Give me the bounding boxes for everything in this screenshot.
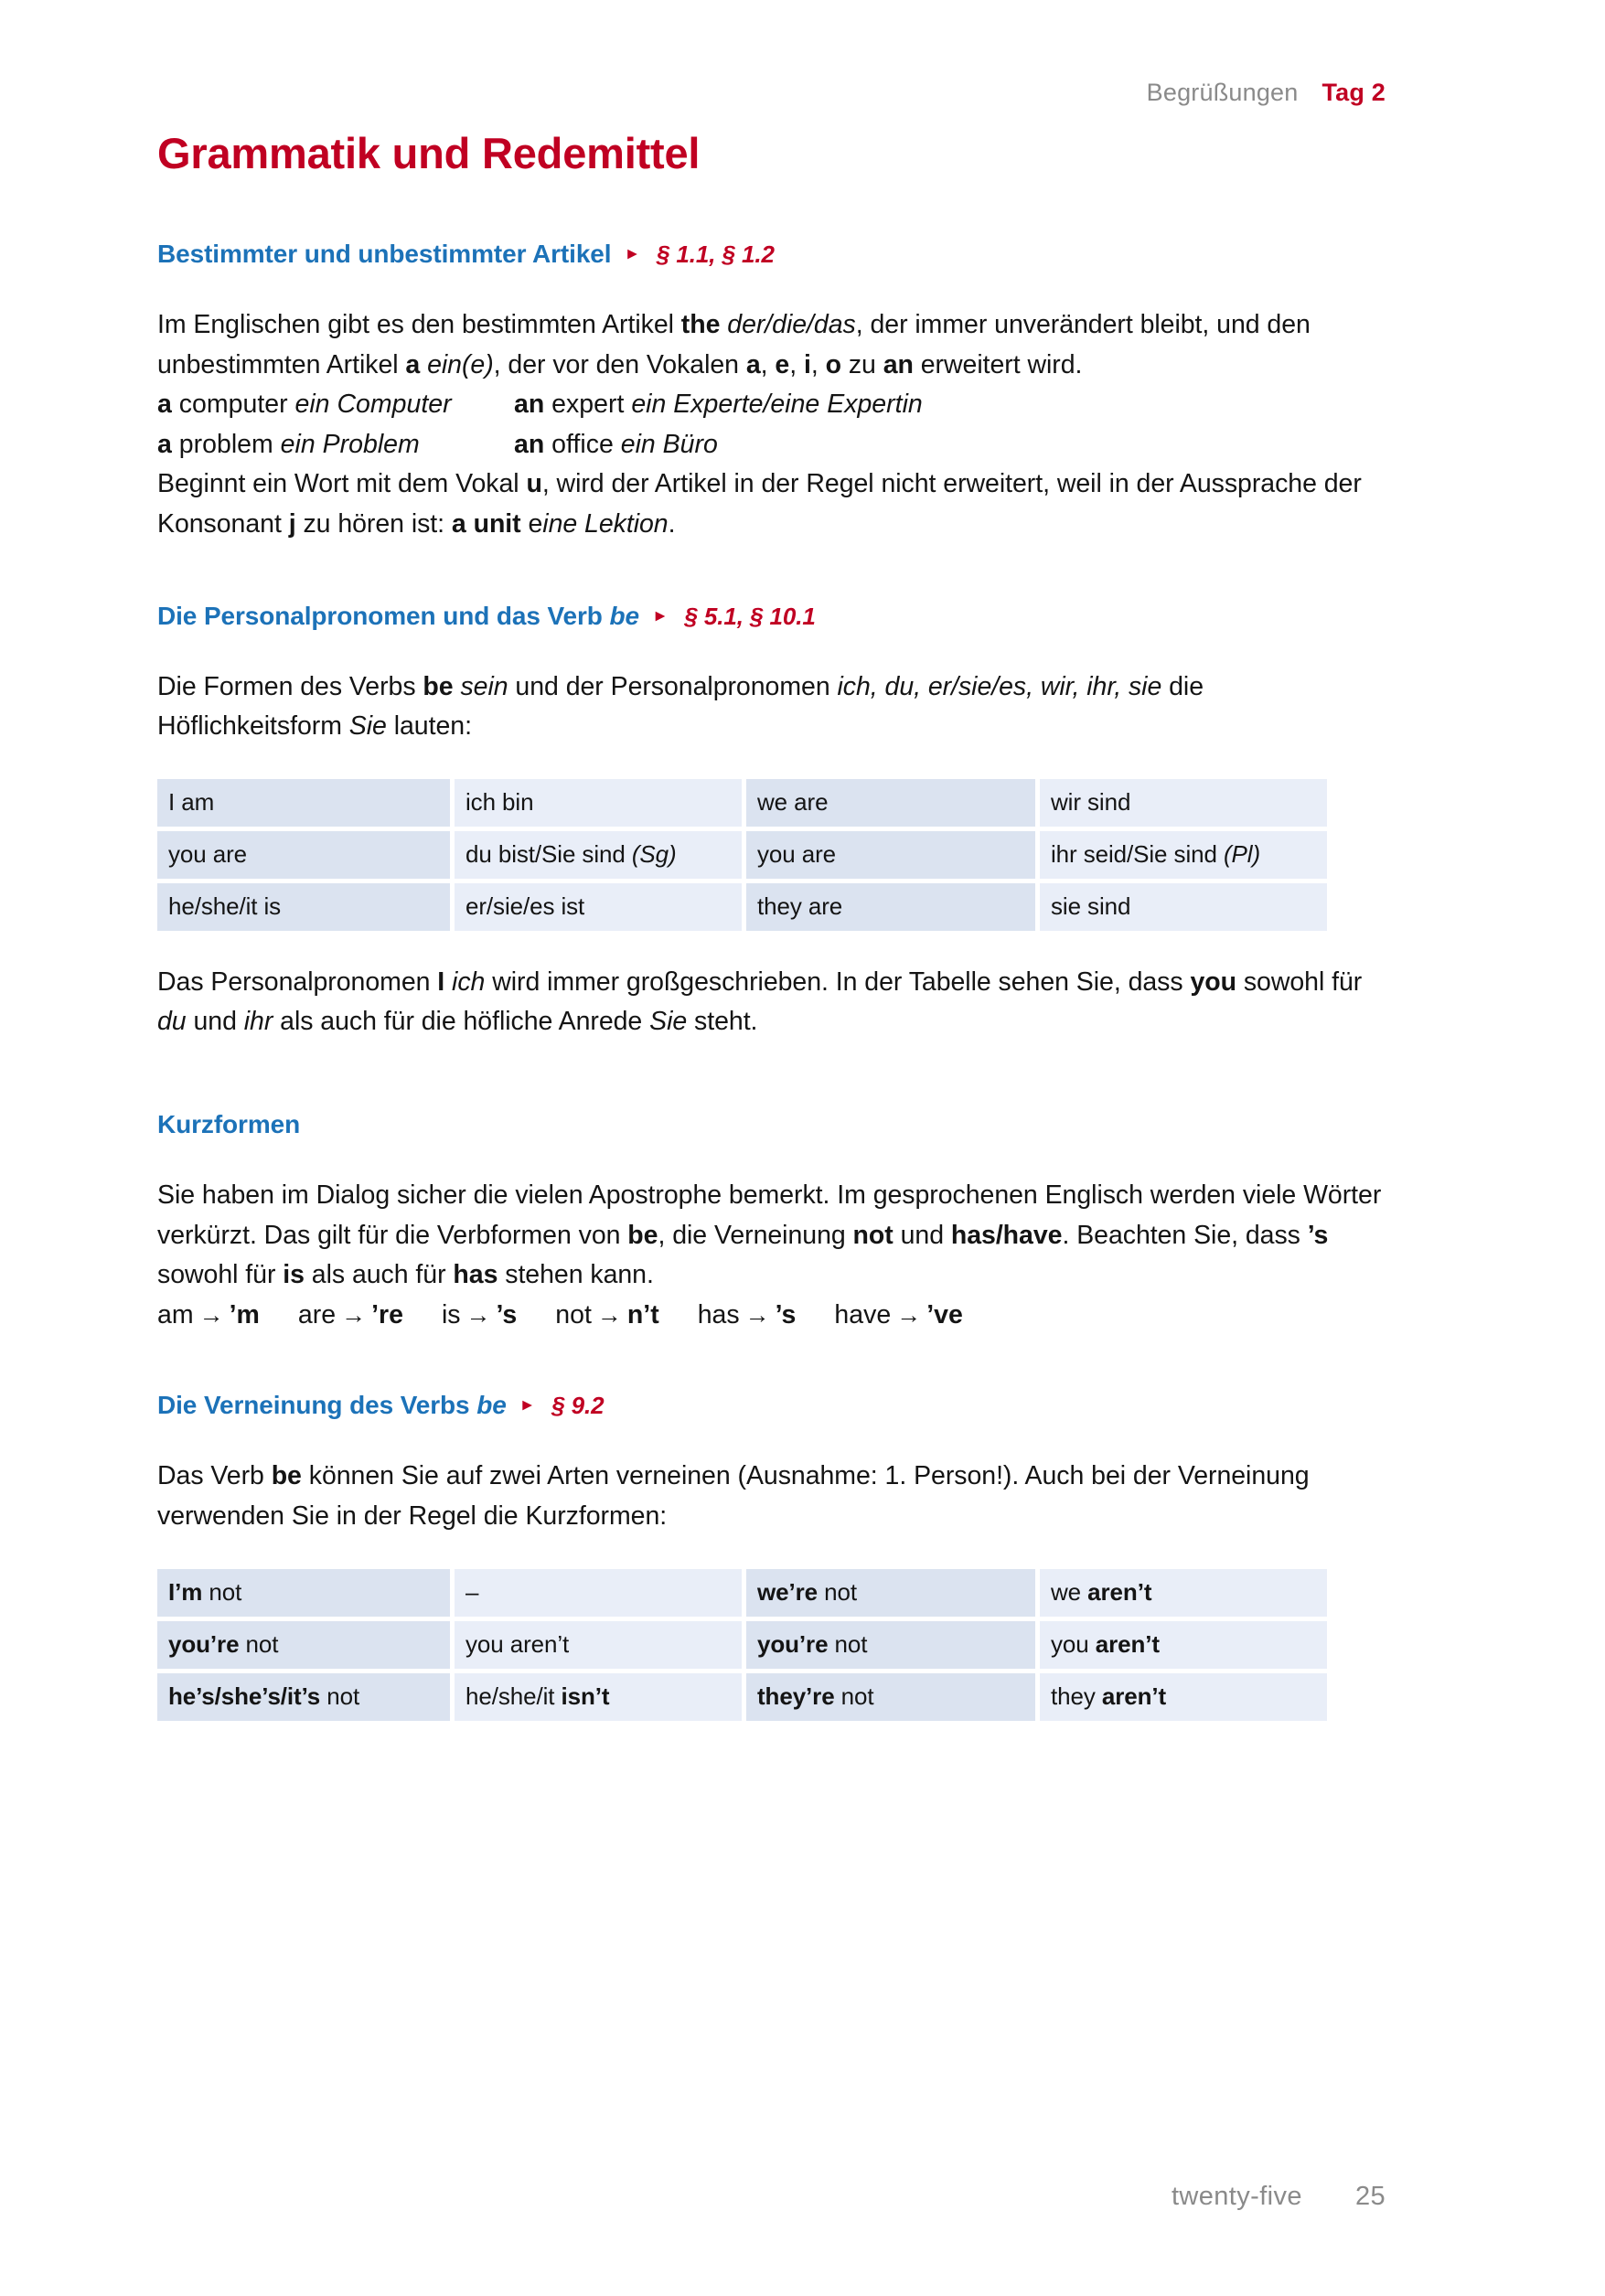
table-row — [157, 779, 1327, 827]
section-heading-short-forms — [157, 1110, 1383, 1139]
term-be: be — [627, 1220, 658, 1250]
text-fragment: stehen kann. — [498, 1260, 654, 1290]
example-english: expert — [544, 390, 632, 420]
term-I: I — [437, 966, 445, 997]
contraction-source: is — [441, 1299, 461, 1330]
example-english: office — [544, 429, 621, 459]
example-article: an — [514, 429, 545, 459]
contraction-target: ’ve — [926, 1299, 963, 1330]
table-cell-negation-long — [455, 1621, 742, 1669]
text-fragment: ihr seid/Sie sind — [1051, 839, 1224, 868]
example-row — [157, 385, 1383, 425]
contraction-target: ’re — [371, 1299, 403, 1330]
text-fragment: wird immer großgeschrieben. In der Tabelle sehen Sie, dass — [485, 966, 1191, 997]
term-be: be — [423, 671, 454, 701]
contracted-form: aren’t — [1087, 1577, 1152, 1606]
contracted-form: you’re — [757, 1629, 829, 1658]
example-left — [157, 385, 514, 425]
term-an: an — [883, 349, 914, 379]
table-cell-english: we are — [746, 779, 1035, 827]
text-fragment: , der vor den Vokalen — [493, 349, 746, 379]
contracted-form: aren’t — [1101, 1682, 1167, 1710]
text-fragment: we — [1051, 1577, 1088, 1606]
example-english: computer — [171, 390, 295, 420]
table-cell-negation-long — [455, 1569, 742, 1617]
table-row — [157, 1621, 1327, 1669]
table-cell-german: ich bin — [455, 779, 742, 827]
text-fragment: not — [239, 1629, 279, 1658]
gloss-ich: ich — [452, 966, 486, 997]
contraction-source: are — [297, 1299, 337, 1330]
section-heading-pronouns — [157, 602, 1383, 631]
section-ref-negation: § 9.2 — [551, 1392, 605, 1420]
table-cell-english: they are — [746, 883, 1035, 931]
paragraph-short-forms — [157, 1176, 1383, 1296]
example-article: a — [157, 390, 172, 420]
example-german: ein Problem — [280, 429, 420, 459]
gloss-sein: sein — [460, 671, 508, 701]
term-you: you — [1190, 966, 1236, 997]
table-cell-negation-long — [1040, 1569, 1327, 1617]
page-number-word: twenty-five — [1171, 2182, 1302, 2211]
page-title: Grammatik und Redemittel — [157, 129, 701, 177]
section-heading-pronouns-text — [157, 602, 639, 631]
text-fragment: , — [760, 349, 776, 379]
text-fragment: Die Formen des Verbs — [157, 671, 423, 701]
table-cell-german — [1040, 831, 1327, 879]
term-has-have: has/have — [950, 1220, 1063, 1250]
paragraph-articles-intro — [157, 305, 1383, 385]
example-english: problem — [171, 429, 281, 459]
arrow-right-icon: → — [341, 1300, 367, 1329]
table-cell-negation-long — [455, 1673, 742, 1721]
text-fragment: . Beachten Sie, dass — [1062, 1220, 1308, 1250]
section-heading-short-forms-text: Kurzformen — [157, 1109, 301, 1138]
page-content — [157, 240, 1383, 1725]
contraction-pair — [555, 1296, 658, 1335]
text-fragment: . — [668, 508, 676, 539]
term-apostrophe-s: ’s — [1307, 1220, 1329, 1250]
running-head-day: Tag 2 — [1321, 79, 1386, 106]
text-fragment: not — [818, 1577, 857, 1606]
term-a: a — [405, 349, 421, 379]
text-fragment: als auch für die höfliche Anrede — [273, 1007, 650, 1037]
term-not: not — [852, 1220, 893, 1250]
gloss-eine: ein(e) — [427, 349, 494, 379]
contraction-target: ’s — [496, 1299, 518, 1330]
section-ref-arrow-icon: ▸ — [522, 1395, 532, 1415]
contraction-pair — [157, 1296, 260, 1335]
text-fragment: lauten: — [386, 711, 472, 742]
text-fragment — [444, 967, 452, 997]
paragraph-pronouns-intro — [157, 667, 1383, 747]
vowel-o: o — [825, 349, 841, 379]
term-be: be — [271, 1461, 302, 1491]
gloss-ihr: ihr — [243, 1007, 273, 1037]
contraction-target: n’t — [626, 1299, 659, 1330]
text-fragment: die Höflichkeitsform — [157, 671, 1204, 742]
arrow-right-icon: → — [465, 1300, 491, 1329]
vowel-e: e — [775, 349, 790, 379]
table-cell-german: er/sie/es ist — [455, 883, 742, 931]
vowel-i: i — [803, 349, 811, 379]
contracted-form: aren’t — [1095, 1629, 1160, 1658]
text-fragment: , — [789, 349, 804, 379]
text-fragment: steht. — [687, 1007, 758, 1037]
text-fragment: , — [810, 349, 826, 379]
text-fragment: Die Personalpronomen und das Verb — [157, 601, 610, 630]
gloss-sie: Sie — [649, 1007, 688, 1037]
contraction-pair — [442, 1296, 517, 1335]
table-row — [157, 831, 1327, 879]
text-fragment: not — [834, 1682, 874, 1710]
text-fragment: erweitert wird. — [913, 349, 1083, 379]
contraction-target: ’s — [775, 1299, 797, 1330]
example-left — [157, 425, 514, 465]
section-heading-articles-text: Bestimmter und unbestimmter Artikel — [157, 240, 612, 268]
table-be-forms — [153, 774, 1332, 935]
text-fragment: als auch für — [304, 1260, 454, 1290]
contraction-source: has — [697, 1299, 740, 1330]
table-cell-german: wir sind — [1040, 779, 1327, 827]
table-row — [157, 1569, 1327, 1617]
paragraph-articles-u-rule — [157, 465, 1383, 544]
text-fragment: you — [1051, 1629, 1096, 1658]
contracted-form: they’re — [757, 1682, 835, 1710]
text-fragment: , die Verneinung — [658, 1220, 853, 1250]
example-article: a — [157, 429, 172, 459]
contracted-form: isn’t — [561, 1682, 610, 1710]
vowel-a: a — [745, 349, 761, 379]
text-fragment: not — [320, 1682, 360, 1710]
running-head — [1147, 79, 1386, 107]
table-row — [157, 883, 1327, 931]
section-heading-negation — [157, 1391, 1383, 1420]
text-fragment: you aren’t — [465, 1629, 570, 1658]
table-cell-negation-long — [1040, 1621, 1327, 1669]
table-negation-forms — [153, 1564, 1332, 1725]
contraction-pair — [298, 1296, 403, 1335]
contraction-source: have — [834, 1299, 892, 1330]
text-fragment — [420, 350, 427, 379]
example-article: an — [514, 390, 545, 420]
table-cell-negation-short — [746, 1569, 1035, 1617]
text-fragment: und — [186, 1007, 244, 1037]
contracted-form: I’m — [168, 1577, 203, 1606]
text-fragment: zu hören ist: — [295, 508, 452, 539]
arrow-right-icon: → — [596, 1300, 622, 1329]
table-cell-negation-long — [1040, 1673, 1327, 1721]
term-is: is — [283, 1260, 305, 1290]
text-fragment: und der Personalpronomen — [508, 671, 838, 701]
term-has: has — [453, 1260, 498, 1290]
table-cell-german: sie sind — [1040, 883, 1327, 931]
table-cell-negation-short — [157, 1569, 450, 1617]
gloss-pronouns: ich, du, er/sie/es, wir, ihr, sie — [837, 671, 1162, 701]
table-cell-english: I am — [157, 779, 450, 827]
page-footer — [1172, 2182, 1386, 2212]
table-cell-negation-short — [746, 1673, 1035, 1721]
number-marker-sg: (Sg) — [631, 839, 677, 868]
section-heading-negation-text — [157, 1391, 507, 1420]
gloss-sie: Sie — [348, 711, 387, 742]
text-fragment: not — [828, 1629, 868, 1658]
text-fragment: Im Englischen gibt es den bestimmten Artikel — [157, 310, 681, 339]
contracted-form: you’re — [168, 1629, 240, 1658]
table-cell-negation-short — [157, 1673, 450, 1721]
contraction-source: not — [555, 1299, 592, 1330]
text-fragment: Die Verneinung des Verbs — [157, 1391, 477, 1420]
text-fragment: sowohl für — [157, 1260, 284, 1290]
contracted-form: he’s/she’s/it’s — [168, 1682, 321, 1710]
contraction-source: am — [157, 1299, 194, 1330]
text-fragment: – — [465, 1577, 479, 1606]
term-the: the — [680, 310, 721, 339]
examples-articles — [157, 385, 1383, 465]
term-be: be — [609, 601, 639, 630]
text-fragment: he/she/it — [465, 1682, 562, 1710]
table-cell-english: you are — [157, 831, 450, 879]
section-ref-arrow-icon: ▸ — [655, 605, 665, 625]
text-fragment: , wird der Artikel in der Regel nicht erweitert, weil in der Aussprache der Konsonant — [157, 469, 1362, 539]
vowel-u: u — [526, 469, 542, 499]
page-number: 25 — [1354, 2182, 1386, 2211]
text-fragment: , der immer unverändert bleibt, und den unbestimmten Artikel — [157, 310, 1311, 379]
example-right — [514, 385, 1383, 425]
text-fragment: Sie haben im Dialog sicher die vielen Apostrophe bemerkt. Im gesprochenen Englisch werden viele Wörter verkürzt. Das gilt für die Verbformen von — [157, 1180, 1382, 1250]
consonant-j: j — [288, 508, 296, 539]
text-fragment: sowohl für — [1236, 966, 1363, 997]
text-fragment: e — [520, 508, 543, 539]
text-fragment: not — [202, 1577, 242, 1606]
text-fragment: können Sie auf zwei Arten verneinen (Ausnahme: 1. Person!). Auch bei der Verneinung verwenden Sie in der Regel die Kurzformen: — [157, 1461, 1310, 1532]
text-fragment: Beginnt ein Wort mit dem Vokal — [157, 469, 527, 499]
number-marker-pl: (Pl) — [1223, 839, 1261, 868]
contracted-form: we’re — [757, 1577, 818, 1606]
running-head-chapter: Begrüßungen — [1146, 79, 1299, 106]
arrow-right-icon: → — [198, 1300, 224, 1329]
gloss-lektion: ine Lektion — [542, 508, 669, 539]
example-german: ein Computer — [294, 390, 452, 420]
text-fragment: they — [1051, 1682, 1102, 1710]
text-fragment: Das Verb — [157, 1461, 272, 1491]
example-german: ein Büro — [620, 429, 718, 459]
table-cell-english: he/she/it is — [157, 883, 450, 931]
contraction-pair — [698, 1296, 797, 1335]
section-ref-arrow-icon: ▸ — [627, 244, 637, 263]
contraction-target: ’m — [229, 1299, 260, 1330]
table-cell-german — [455, 831, 742, 879]
example-row — [157, 425, 1383, 465]
example-right — [514, 425, 1383, 465]
section-ref-pronouns: § 5.1, § 10.1 — [684, 602, 816, 630]
arrow-right-icon: → — [744, 1300, 770, 1329]
text-fragment: Das Personalpronomen — [157, 966, 438, 997]
example-german: ein Experte/eine Expertin — [631, 390, 923, 420]
contractions-list — [157, 1296, 1383, 1335]
paragraph-pronouns-note — [157, 963, 1383, 1042]
term-a-unit: a unit — [451, 508, 521, 539]
text-fragment: du bist/Sie sind — [465, 839, 632, 868]
gloss-der-die-das: der/die/das — [727, 310, 856, 339]
gloss-du: du — [157, 1007, 187, 1037]
table-row — [157, 1673, 1327, 1721]
arrow-right-icon: → — [896, 1300, 922, 1329]
section-ref-articles: § 1.1, § 1.2 — [656, 240, 775, 268]
table-cell-negation-short — [157, 1621, 450, 1669]
paragraph-negation-intro — [157, 1457, 1383, 1536]
term-be: be — [476, 1391, 507, 1420]
table-cell-english: you are — [746, 831, 1035, 879]
text-fragment: zu — [840, 349, 883, 379]
table-cell-negation-short — [746, 1621, 1035, 1669]
text-fragment: und — [893, 1220, 951, 1250]
contraction-pair — [834, 1296, 962, 1335]
section-heading-articles — [157, 240, 1383, 269]
